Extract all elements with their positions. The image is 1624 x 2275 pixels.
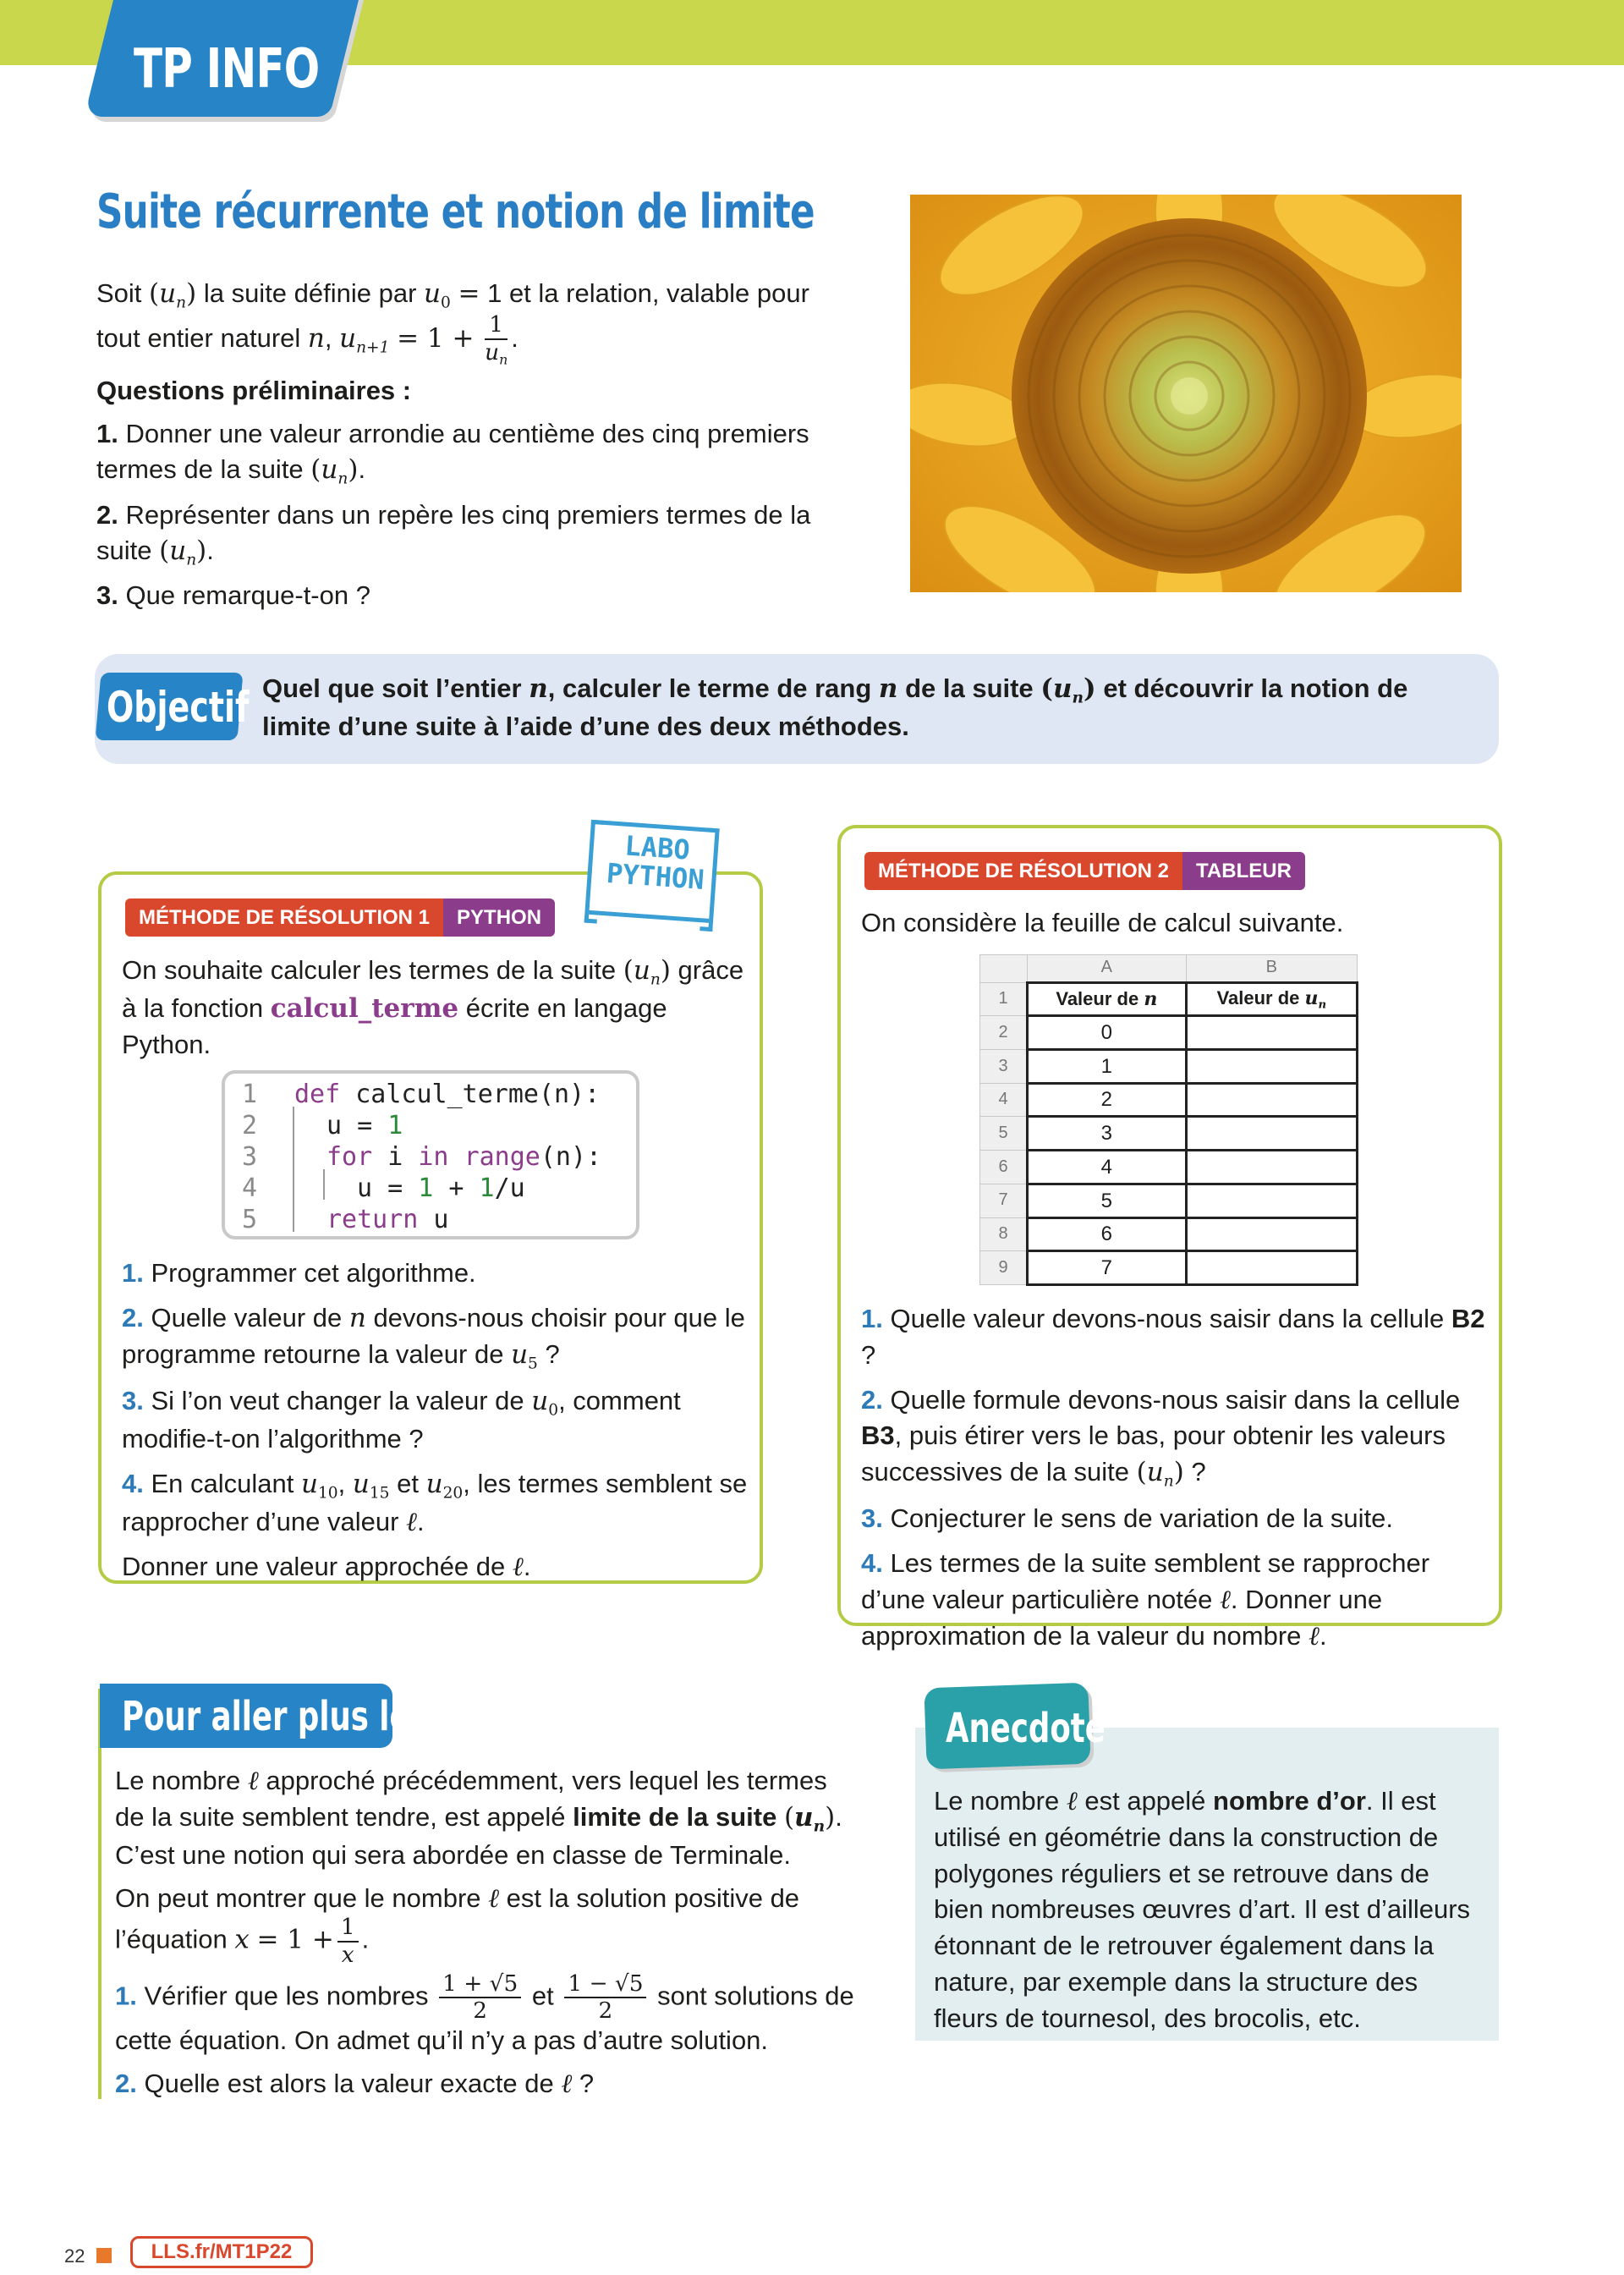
further-p2: On peut montrer que le nombre ℓ est la solution positive de l’équation x = 1 + $\frac{1}{x}$ . bbox=[115, 1882, 800, 1968]
sheet-cell-b8[interactable] bbox=[1186, 1217, 1357, 1251]
sheet-cell-b7[interactable] bbox=[1186, 1184, 1357, 1217]
sheet-cell-b2[interactable] bbox=[1186, 1016, 1357, 1050]
code-indent-guide bbox=[293, 1107, 294, 1232]
method-1-language: PYTHON bbox=[443, 898, 555, 937]
method-2-tool: TABLEUR bbox=[1182, 852, 1305, 890]
sheet-row: 3 1 bbox=[980, 1049, 1358, 1083]
sheet-row: 1 Valeur de n Valeur de $u_n$ bbox=[980, 982, 1358, 1016]
sheet-row: 9 7 bbox=[980, 1251, 1358, 1285]
further-p1: Le nombre ℓ approché précédemment, vers lequel les termes de la suite semblent tendre, est appelé limite de la suite $(u_n)$. C’est une notion qui sera abordée en classe de Terminale. bbox=[115, 1766, 842, 1870]
method-2-tag bbox=[864, 852, 1305, 890]
code-line-4: 4 u = 1 + 1/u bbox=[242, 1173, 525, 1203]
method-2-q3: 3. Conjecturer le sens de variation de la suite. bbox=[861, 1503, 1393, 1534]
prelim-q2: 2. Représenter dans un repère les cinq premiers termes de la suite $(u_n)$. bbox=[96, 499, 811, 569]
prelim-title: Questions préliminaires : bbox=[96, 375, 412, 405]
sheet-cell-a6[interactable]: 4 bbox=[1028, 1151, 1187, 1184]
method-2-label: MÉTHODE DE RÉSOLUTION 2 bbox=[864, 852, 1182, 890]
sheet-corner bbox=[980, 955, 1028, 983]
method-1-questions bbox=[122, 1256, 748, 1593]
method-1-q4: 4. En calculant $u_{10}$, $u_{15}$ et $u_{20}$, les termes semblent se rapprocher d’une valeur ℓ. bbox=[122, 1468, 748, 1537]
method-1-intro: On souhaite calculer les termes de la suite $(u_n)$ grâce à la fonction calcul_terme écrite en langage Python. bbox=[122, 955, 744, 1059]
page-number: 22 bbox=[64, 2245, 85, 2267]
section-tab-label: TP INFO bbox=[134, 38, 320, 101]
code-line-3: 3 for i in range(n): bbox=[242, 1142, 602, 1172]
sheet-row: 7 5 bbox=[980, 1184, 1358, 1217]
sheet-cell-a8[interactable]: 6 bbox=[1028, 1217, 1187, 1251]
further-accent-bar bbox=[98, 1689, 102, 2099]
method-1-q1: 1. Programmer cet algorithme. bbox=[122, 1258, 476, 1288]
sheet-row: 6 4 bbox=[980, 1151, 1358, 1184]
sheet-cell-a4[interactable]: 2 bbox=[1028, 1083, 1187, 1117]
further-q1: 1. Vérifier que les nombres $\frac{1 + √5}{2}$ et $\frac{1 - √5}{2}$ sont solutions de cette équation. On admet qu’il n’y a pas d’autre solution. bbox=[115, 1971, 854, 2055]
sequence-definition: Soit $(u_n)$ la suite définie par $u_0 = 1$ et la relation, valable pour tout entier naturel n, $u_{n+1} = 1$ + $\frac{1}{u_n}$ . bbox=[96, 278, 809, 368]
sheet-cell-b5[interactable] bbox=[1186, 1117, 1357, 1151]
footer-link[interactable]: LLS.fr/MT1P22 bbox=[130, 2236, 313, 2268]
sheet-cell-a5[interactable]: 3 bbox=[1028, 1117, 1187, 1151]
sheet-cell-b9[interactable] bbox=[1186, 1251, 1357, 1285]
method-2-q1: 1. Quelle valeur devons-nous saisir dans la cellule B2 ? bbox=[861, 1304, 1485, 1370]
code-indent-guide bbox=[323, 1169, 325, 1200]
anecdote-text: Le nombre ℓ est appelé nombre d’or. Il est utilisé en géométrie dans la construction de polygones réguliers et se retrouve dans de bien nombreuses œuvres d’art. Il est d’ailleurs étonnant de le retrouver également dans la nature, par exemple dans la structure des fleurs de tournesol, des brocolis, etc. bbox=[934, 1786, 1471, 2033]
sheet-cell-b6[interactable] bbox=[1186, 1151, 1357, 1184]
method-2-intro: On considère la feuille de calcul suivante. bbox=[861, 908, 1344, 937]
sheet-row: 2 0 bbox=[980, 1016, 1358, 1050]
sheet-cell-a9[interactable]: 7 bbox=[1028, 1251, 1187, 1285]
method-2-questions bbox=[861, 1301, 1487, 1662]
further-text bbox=[115, 1763, 859, 2108]
sheet-row: 5 3 bbox=[980, 1117, 1358, 1151]
further-title: Pour aller plus loin bbox=[122, 1693, 442, 1740]
further-q2: 2. Quelle est alors la valeur exacte de ℓ ? bbox=[115, 2068, 595, 2099]
prelim-q3: 3. Que remarque-t-on ? bbox=[96, 580, 370, 611]
method-2-q2: 2. Quelle formule devons-nous saisir dans la cellule B3, puis étirer vers le bas, pour obtenir les valeurs successives de la suite $(u_n)$ ? bbox=[861, 1384, 1461, 1491]
sunflower-icon bbox=[910, 195, 1462, 592]
sheet-col-a: A bbox=[1028, 955, 1187, 983]
method-1-q3: 3. Si l’on veut changer la valeur de $u_0$, comment modifie-t-on l’algorithme ? bbox=[122, 1385, 681, 1453]
anecdote-title: Anecdote bbox=[946, 1705, 1106, 1752]
fraction-golden-plus: $\frac{1 + √5}{2}$ bbox=[439, 1973, 521, 2023]
spreadsheet bbox=[979, 954, 1358, 1286]
page-title: Suite récurrente et notion de limite bbox=[96, 184, 815, 239]
method-1-q4-followup: Donner une valeur approchée de ℓ. bbox=[122, 1551, 531, 1582]
code-line-1: 1 def calcul_terme(n): bbox=[242, 1080, 601, 1109]
sheet-cell-a7[interactable]: 5 bbox=[1028, 1184, 1187, 1217]
prelim-q1: 1. Donner une valeur arrondie au centième des cinq premiers termes de la suite $(u_n)$. bbox=[96, 418, 809, 488]
sheet-cell-b3[interactable] bbox=[1186, 1049, 1357, 1083]
method-1-q2: 2. Quelle valeur de n devons-nous choisir pour que le programme retourne la valeur de $u_5$ ? bbox=[122, 1302, 745, 1373]
sheet-cell-b4[interactable] bbox=[1186, 1083, 1357, 1117]
sheet-col-b: B bbox=[1186, 955, 1357, 983]
objective-text: Quel que soit l’entier n, calculer le terme de rang n de la suite $(u_n)$ et découvrir la notion de limite d’une suite à l’aide d’une des deux méthodes. bbox=[262, 673, 1408, 742]
objective-label: Objectif bbox=[107, 683, 250, 732]
code-line-5: 5 return u bbox=[242, 1205, 449, 1234]
sheet-header-a[interactable]: Valeur de n bbox=[1028, 982, 1187, 1016]
sheet-cell-a3[interactable]: 1 bbox=[1028, 1049, 1187, 1083]
method-1-label: MÉTHODE DE RÉSOLUTION 1 bbox=[125, 898, 443, 937]
fraction-golden-minus: $\frac{1 - √5}{2}$ bbox=[564, 1973, 646, 2023]
intro-text bbox=[96, 276, 841, 621]
method-2-q4: 4. Les termes de la suite semblent se rapprocher d’une valeur particulière notée ℓ. Donner une approximation de la valeur du nombre ℓ. bbox=[861, 1547, 1430, 1651]
sheet-header-b[interactable]: Valeur de $u_n$ bbox=[1186, 982, 1357, 1016]
labo-python-text: LABO PYTHON bbox=[605, 829, 705, 896]
sheet-column-headers bbox=[980, 955, 1358, 983]
fraction-1-over-un: $\frac{1}{u_n}$ bbox=[485, 312, 508, 368]
fraction-1-over-x: $\frac{1}{x}$ bbox=[337, 1916, 359, 1966]
code-line-2: 2 u = 1 bbox=[242, 1111, 403, 1140]
footer-square-icon bbox=[96, 2248, 112, 2263]
sheet-row: 4 2 bbox=[980, 1083, 1358, 1117]
sunflower-image bbox=[910, 195, 1462, 592]
sheet-row: 8 6 bbox=[980, 1217, 1358, 1251]
python-code-block bbox=[222, 1070, 639, 1239]
sheet-cell-a2[interactable]: 0 bbox=[1028, 1016, 1187, 1050]
method-1-tag bbox=[125, 898, 555, 937]
